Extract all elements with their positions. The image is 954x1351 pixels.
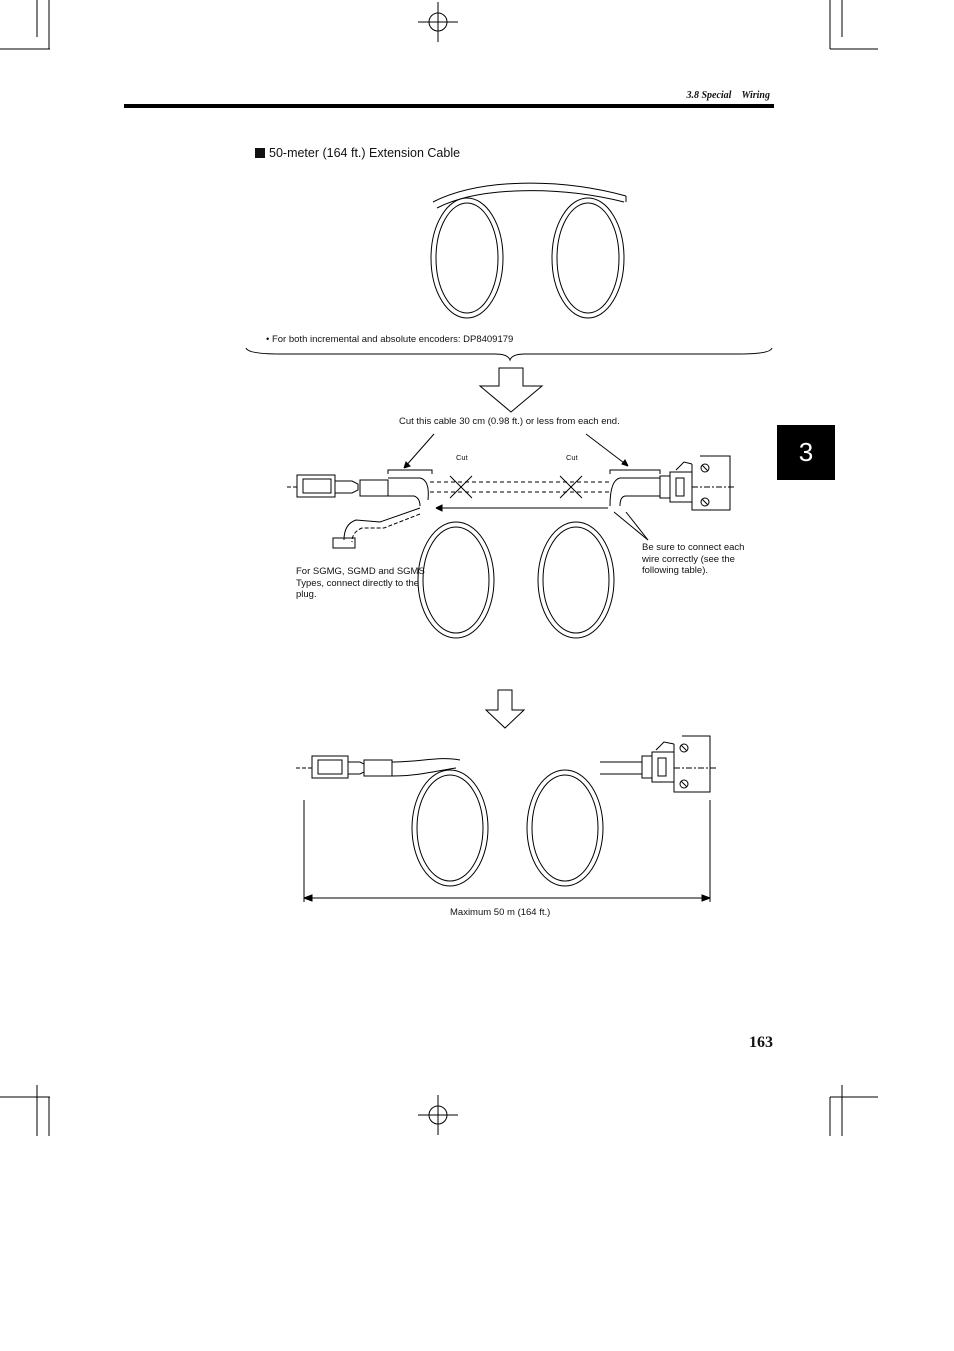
coiled-cable-top [431, 183, 626, 318]
part-number-note [266, 334, 513, 345]
cut-instruction: Cut this cable 30 cm (0.98 ft.) or less from each end. [399, 416, 620, 427]
brace [246, 348, 772, 360]
down-arrow-2 [486, 690, 524, 728]
crop-mark-top-left [0, 0, 50, 49]
registration-mark-bottom [418, 1095, 458, 1135]
cut-label-right: Cut [566, 453, 578, 462]
crop-mark-bottom-left [0, 1085, 50, 1136]
down-arrow-1 [480, 368, 542, 412]
bullet-dot-icon: • [266, 334, 272, 345]
chapter-tab: 3 [777, 425, 835, 480]
wire-connection-note: Be sure to connect each wire correctly (see the following table). [642, 542, 745, 576]
assembled-cable [296, 736, 716, 902]
max-length-label: Maximum 50 m (164 ft.) [450, 907, 551, 918]
page-number: 163 [749, 1034, 773, 1051]
section-title-text: 50-meter (164 ft.) Extension Cable [269, 146, 461, 160]
cut-label-left: Cut [456, 453, 468, 462]
registration-mark-top [418, 2, 458, 42]
cut-cable-diagram [287, 434, 736, 638]
plug-connection-note: For SGMG, SGMD and SGMS Types, connect directly to the plug. [296, 566, 425, 600]
section-title [255, 146, 460, 160]
square-bullet-icon [255, 148, 265, 158]
part-number-text: For both incremental and absolute encoders: DP8409179 [271, 334, 514, 345]
header-rule [124, 104, 774, 108]
crop-mark-bottom-right [830, 1085, 878, 1136]
crop-mark-top-right [830, 0, 878, 49]
running-header: 3.8 Special Wiring [686, 90, 770, 101]
